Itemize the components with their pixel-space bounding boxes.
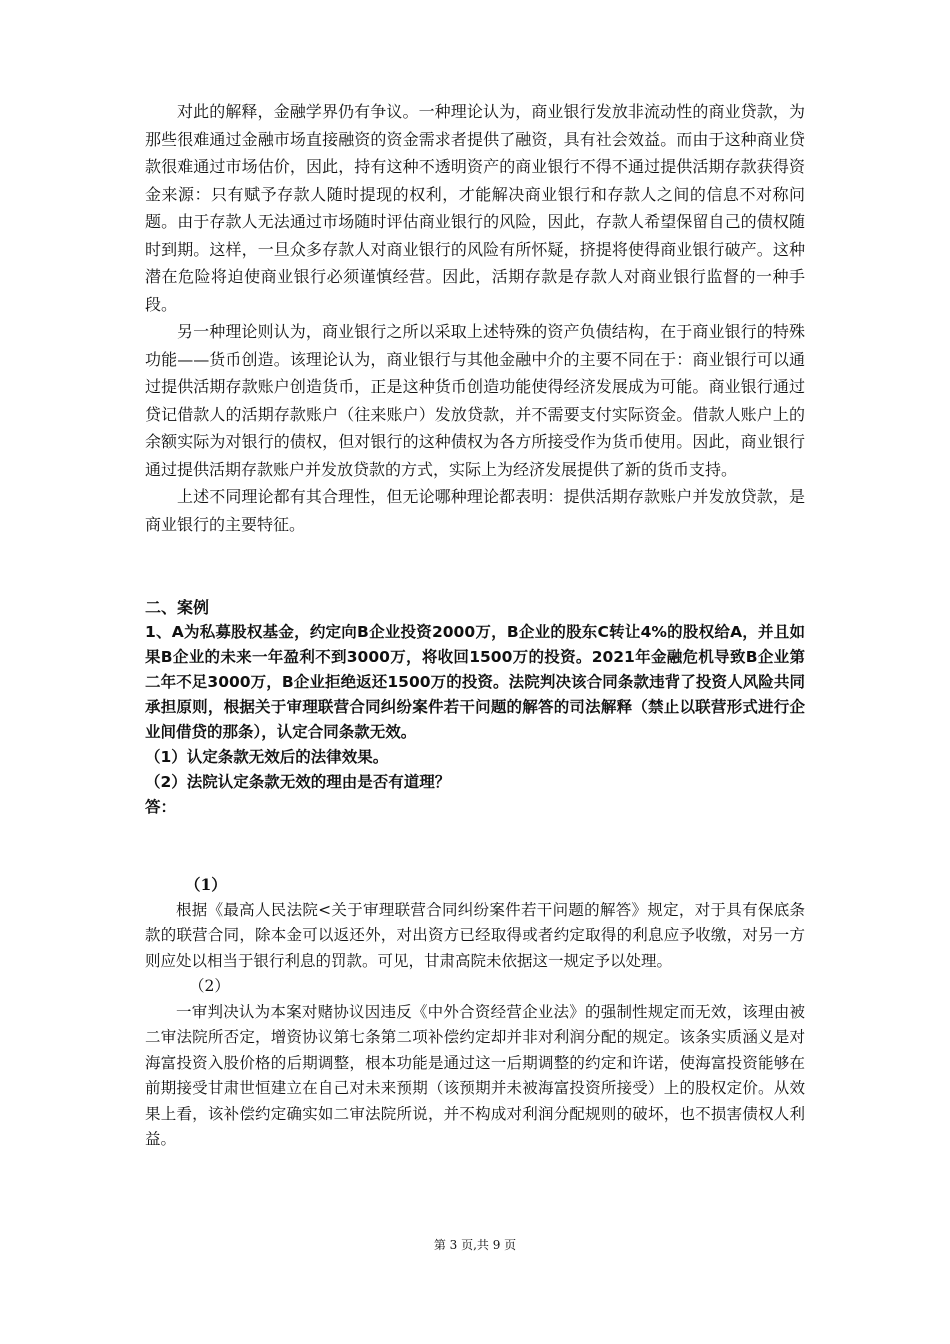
case-block: [145, 620, 805, 820]
intro-paragraph-3: 上述不同理论都有其合理性，但无论哪种理论都表明：提供活期存款账户并发放贷款，是商业银行的主要特征。: [145, 487, 805, 534]
answer-paragraph-2: 一审判决认为本案对赌协议因违反《中外合资经营企业法》的强制性规定而无效，该理由被二审法院所否定，增资协议第七条第二项补偿约定却并非对利润分配的规定。该条实质涵义是对海富投资入股价格的后期调整，根本功能是通过这一后期调整的约定和许诺，使海富投资能够在前期接受甘肃世恒建立在自己对未来预期（该预期并未被海富投资所接受）上的股权定价。从效果上看，该补偿约定确实如二审法院所说，并不构成对利润分配规则的破坏，也不损害债权人利益。: [145, 1002, 805, 1148]
answer-label: 答：: [145, 798, 177, 816]
section-heading-case: 二、案例: [145, 598, 210, 617]
case-question-1: （1）认定条款无效后的法律效果。: [145, 748, 389, 766]
intro-paragraph-1: 对此的解释，金融学界仍有争议。一种理论认为，商业银行发放非流动性的商业贷款，为那些很难通过金融市场直接融资的资金需求者提供了融资，具有社会效益。而由于这种商业贷款很难通过市场估价，因此，持有这种不透明资产的商业银行不得不通过提供活期存款获得资金来源：只有赋予存款人随时提现的权利，才能解决商业银行和存款人之间的信息不对称问题。由于存款人无法通过市场随时评估商业银行的风险，因此，存款人希望保留自己的债权随时到期。这样，一旦众多存款人对商业银行的风险有所怀疑，挤提将使得商业银行破产。这种潜在危险将迫使商业银行必须谨慎经营。因此，活期存款是存款人对商业银行监督的一种手段。: [145, 102, 805, 314]
answer-number-2: （2）: [189, 977, 230, 995]
case-question-2: （2）法院认定条款无效的理由是否有道理？: [145, 773, 451, 791]
intro-paragraph-2: 另一种理论则认为，商业银行之所以采取上述特殊的资产负债结构，在于商业银行的特殊功能——货币创造。该理论认为，商业银行与其他金融中介的主要不同在于：商业银行可以通过提供活期存款账户创造货币，正是这种货币创造功能使得经济发展成为可能。商业银行通过贷记借款人的活期存款账户（往来账户）发放贷款，并不需要支付实际资金。借款人账户上的余额实际为对银行的债权，但对银行的这种债权为各方所接受作为货币使用。因此，商业银行通过提供活期存款账户并发放贷款的方式，实际上为经济发展提供了新的货币支持。: [145, 322, 805, 479]
answer-paragraph-1: 根据《最高人民法院<关于审理联营合同纠纷案件若干问题的解答》规定，对于具有保底条款的联营合同，除本金可以返还外，对出资方已经取得或者约定取得的利息应予收缴，对另一方则应处以相当于银行利息的罚款。可见，甘肃高院未依据这一规定予以处理。: [145, 900, 805, 970]
intro-section: [145, 98, 805, 538]
page-footer: 第 3 页,共 9 页: [433, 1238, 517, 1252]
answer-block: [145, 872, 805, 1153]
case-description: 1、A为私募股权基金，约定向B企业投资2000万，B企业的股东C转让4%的股权给A，并且如果B企业的未来一年盈利不到3000万，将收回1500万的投资。2021年金融危机导致B企业第二年不足3000万，B企业拒绝返还1500万的投资。法院判决该合同条款违背了投资人风险共同承担原则，根据关于审理联营合同纠纷案件若干问题的解答的司法解释（禁止以联营形式进行企业间借贷的那条），认定合同条款无效。: [145, 623, 805, 741]
answer-number-1: （1）: [185, 875, 227, 894]
